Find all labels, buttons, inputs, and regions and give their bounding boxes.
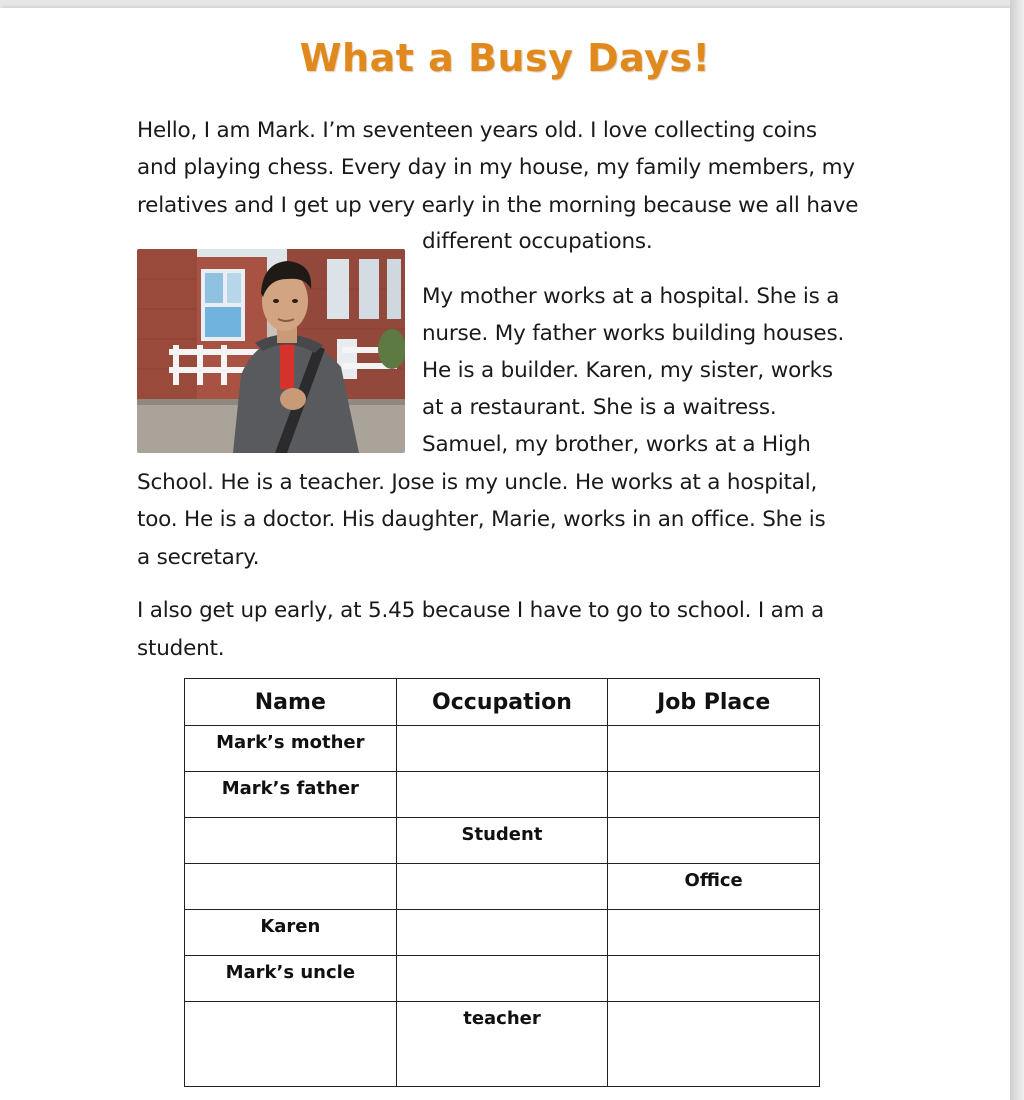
cell-occupation[interactable]: teacher (396, 1002, 608, 1087)
cell-name[interactable]: Mark’s mother (185, 726, 397, 772)
paragraph-2-line-5: Samuel, my brother, works at a High (422, 432, 811, 457)
cell-name[interactable]: Karen (185, 910, 397, 956)
table-row (185, 818, 820, 864)
paragraph-2-line-4: at a restaurant. She is a waitress. (422, 395, 777, 420)
worksheet-title: What a Busy Days! (299, 36, 711, 80)
header-name: Name (185, 679, 397, 726)
cell-job-place[interactable] (608, 910, 820, 956)
table-header-row (185, 679, 820, 726)
header-occupation: Occupation (396, 679, 608, 726)
cell-occupation[interactable] (396, 726, 608, 772)
cell-job-place[interactable] (608, 1002, 820, 1087)
table-row (185, 956, 820, 1002)
table-row (185, 772, 820, 818)
table-row (185, 726, 820, 772)
cell-job-place[interactable] (608, 956, 820, 1002)
paragraph-2-line-3: He is a builder. Karen, my sister, works (422, 358, 833, 383)
table-row (185, 864, 820, 910)
cell-occupation[interactable] (396, 864, 608, 910)
paragraph-1-line-1: Hello, I am Mark. I’m seventeen years old. I love collecting coins (137, 118, 817, 143)
cell-name[interactable]: Mark’s father (185, 772, 397, 818)
paragraph-3-line-1: I also get up early, at 5.45 because I have to go to school. I am a (137, 598, 825, 623)
cell-occupation[interactable]: Student (396, 818, 608, 864)
cell-job-place[interactable]: Office (608, 864, 820, 910)
paragraph-2-line-6: School. He is a teacher. Jose is my uncle. He works at a hospital, (137, 470, 818, 495)
occupation-table (184, 678, 820, 1087)
paragraph-3-line-2: student. (137, 636, 225, 661)
cell-occupation[interactable] (396, 772, 608, 818)
page-edge-bar (1010, 0, 1024, 1100)
table-row (185, 1002, 820, 1087)
cell-occupation[interactable] (396, 956, 608, 1002)
paragraph-2-line-1: My mother works at a hospital. She is a (422, 284, 840, 309)
cell-name[interactable]: Mark’s uncle (185, 956, 397, 1002)
cell-job-place[interactable] (608, 726, 820, 772)
table-row (185, 910, 820, 956)
cell-name[interactable] (185, 864, 397, 910)
cell-name[interactable] (185, 1002, 397, 1087)
paragraph-2-line-8: a secretary. (137, 545, 260, 570)
paragraph-1-line-3: relatives and I get up very early in the morning because we all have (137, 193, 859, 218)
paragraph-2-line-2: nurse. My father works building houses. (422, 321, 845, 346)
header-job-place: Job Place (608, 679, 820, 726)
cell-name[interactable] (185, 818, 397, 864)
photo-teen-boy (137, 249, 405, 453)
paragraph-1-line-2: and playing chess. Every day in my house, my family members, my (137, 155, 855, 180)
cell-job-place[interactable] (608, 818, 820, 864)
cell-occupation[interactable] (396, 910, 608, 956)
paragraph-1-line-4: different occupations. (422, 229, 653, 254)
cell-job-place[interactable] (608, 772, 820, 818)
paragraph-2-line-7: too. He is a doctor. His daughter, Marie, works in an office. She is (137, 507, 826, 532)
